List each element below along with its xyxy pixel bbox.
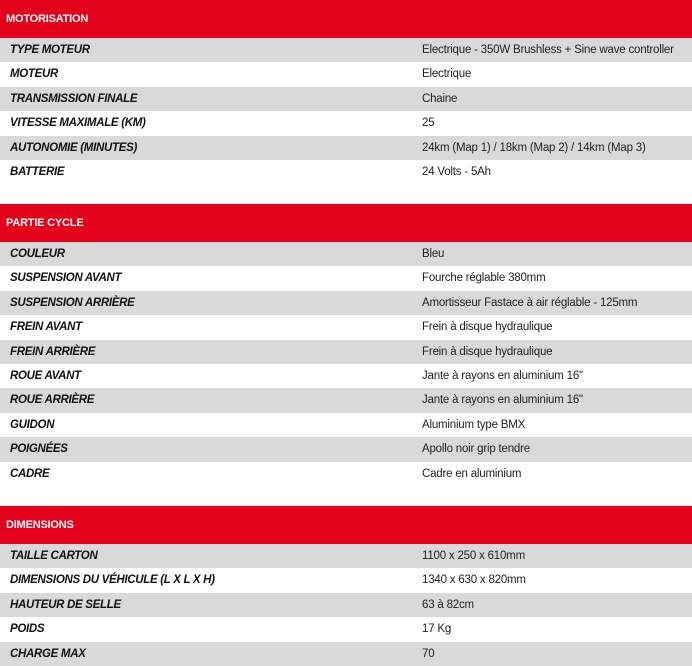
spec-value: Cadre en aluminium bbox=[422, 467, 522, 480]
spec-label: POIDS bbox=[10, 623, 45, 636]
spec-label: MOTEUR bbox=[10, 68, 59, 81]
spec-row bbox=[0, 593, 692, 617]
spec-label: CADRE bbox=[10, 467, 50, 480]
spec-row bbox=[0, 62, 692, 86]
spec-label: TAILLE CARTON bbox=[10, 550, 98, 562]
spec-value: Fourche réglable 380mm bbox=[422, 272, 546, 285]
spec-value: 24 Volts - 5Ah bbox=[422, 165, 491, 178]
spec-label: TYPE MOTEUR bbox=[10, 44, 90, 56]
spec-value: 25 bbox=[422, 117, 435, 130]
spec-label: CHARGE MAX bbox=[10, 647, 86, 660]
spec-label: SUSPENSION AVANT bbox=[10, 272, 122, 285]
section-header-partie-cycle: PARTIE CYCLE bbox=[0, 204, 692, 242]
spec-label: BATTERIE bbox=[10, 165, 65, 178]
spec-row bbox=[0, 413, 692, 437]
spec-row bbox=[0, 437, 692, 461]
spec-value: Frein à disque hydraulique bbox=[422, 321, 553, 334]
spec-row bbox=[0, 340, 692, 364]
spec-row bbox=[0, 388, 692, 412]
spec-row bbox=[0, 160, 692, 184]
spec-row bbox=[0, 266, 692, 290]
spec-value: 1340 x 630 x 820mm bbox=[422, 574, 526, 587]
spec-value: Amortisseur Fastace à air réglable - 125mm bbox=[422, 296, 638, 309]
spec-row bbox=[0, 136, 692, 160]
spec-row bbox=[0, 291, 692, 315]
spec-label: AUTONOMIE (MINUTES) bbox=[10, 141, 137, 154]
spec-label: ROUE AVANT bbox=[10, 369, 81, 382]
spec-row bbox=[0, 544, 692, 568]
spec-label: VITESSE MAXIMALE (KM) bbox=[10, 117, 146, 130]
spec-value: Bleu bbox=[422, 248, 445, 260]
spec-value: 63 à 82cm bbox=[422, 598, 474, 611]
spec-value: Electrique - 350W Brushless + Sine wave controller bbox=[422, 44, 674, 56]
section-header-dimensions: DIMENSIONS bbox=[0, 506, 692, 544]
spec-row bbox=[0, 568, 692, 592]
spec-label: ROUE ARRIÈRE bbox=[10, 394, 95, 407]
spec-label: HAUTEUR DE SELLE bbox=[10, 598, 121, 611]
spec-section-partie-cycle bbox=[0, 204, 692, 486]
spec-section-motorisation bbox=[0, 0, 692, 184]
spec-label: COULEUR bbox=[10, 248, 65, 260]
spec-row bbox=[0, 462, 692, 486]
spec-section-dimensions bbox=[0, 506, 692, 666]
spec-label: GUIDON bbox=[10, 418, 55, 431]
spec-value: Chaine bbox=[422, 92, 458, 105]
section-header-motorisation: MOTORISATION bbox=[0, 0, 692, 38]
spec-row bbox=[0, 617, 692, 641]
spec-row bbox=[0, 242, 692, 266]
spec-row bbox=[0, 111, 692, 135]
spec-label: POIGNÉES bbox=[10, 443, 68, 456]
spec-value: Apollo noir grip tendre bbox=[422, 443, 530, 456]
spec-row bbox=[0, 87, 692, 111]
spec-value: 24km (Map 1) / 18km (Map 2) / 14km (Map 3) bbox=[422, 141, 646, 154]
spec-value: Jante à rayons en aluminium 16" bbox=[422, 394, 583, 407]
spec-row bbox=[0, 364, 692, 388]
spec-row bbox=[0, 38, 692, 62]
spec-label: DIMENSIONS DU VÉHICULE (L X L X H) bbox=[10, 574, 215, 587]
spec-value: 70 bbox=[422, 647, 435, 660]
spec-label: FREIN AVANT bbox=[10, 321, 82, 334]
spec-row bbox=[0, 315, 692, 339]
spec-value: Frein à disque hydraulique bbox=[422, 345, 553, 358]
spec-label: TRANSMISSION FINALE bbox=[10, 92, 138, 105]
spec-label: FREIN ARRIÈRE bbox=[10, 345, 96, 358]
spec-value: Electrique bbox=[422, 68, 472, 81]
spec-value: Jante à rayons en aluminium 16" bbox=[422, 369, 583, 382]
spec-label: SUSPENSION ARRIÈRE bbox=[10, 296, 135, 309]
spec-value: 1100 x 250 x 610mm bbox=[422, 550, 525, 562]
spec-value: 17 Kg bbox=[422, 623, 452, 636]
spec-row bbox=[0, 642, 692, 666]
spec-value: Aluminium type BMX bbox=[422, 418, 526, 431]
